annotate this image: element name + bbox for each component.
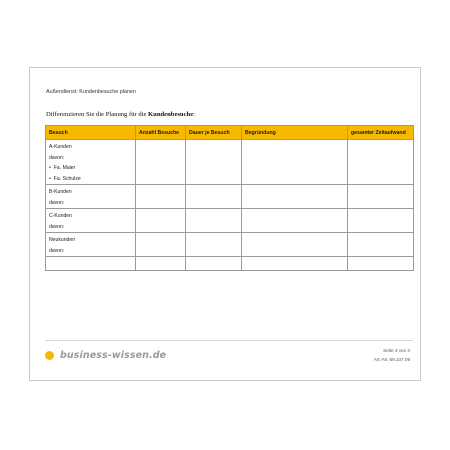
table-cell (136, 233, 186, 257)
intro-bold: Kundenbesuche (148, 111, 194, 118)
table-cell (136, 185, 186, 209)
table-row (46, 257, 414, 271)
table-cell (242, 140, 348, 185)
footer-divider (45, 340, 413, 341)
row-label-cell (46, 209, 136, 233)
table-cell (186, 233, 242, 257)
logo-text: business-wissen.de (60, 350, 167, 361)
page-number: Seite 3 von 3 (383, 348, 410, 353)
article-number: Art.-Nr. 69.107.09 (373, 357, 410, 362)
document-page (29, 67, 421, 381)
document-header: Außendienst: Kundenbesuche planen (46, 89, 136, 95)
table-row (46, 233, 414, 257)
row-label: C-Kunden (49, 213, 72, 219)
row-label-cell (46, 140, 136, 185)
row-label: A-Kunden (49, 144, 72, 150)
table-cell (242, 233, 348, 257)
column-header-anzahl-besuche: Anzahl Besuche (136, 126, 186, 140)
page-info (374, 346, 410, 364)
column-header-begruendung: Begründung (242, 126, 348, 140)
column-header-zeitaufwand: gesamter Zeitaufwand (348, 126, 414, 140)
table-header-row (46, 126, 414, 140)
logo-dot-icon (45, 351, 54, 360)
table-cell (242, 257, 348, 271)
row-sub-label: davon: (49, 154, 65, 161)
table-cell (186, 140, 242, 185)
table-cell (136, 209, 186, 233)
row-label-cell (46, 257, 136, 271)
row-label-cell (46, 233, 136, 257)
column-header-dauer-je-besuch: Dauer je Besuch (186, 126, 242, 140)
row-sub-label: davon: (49, 247, 65, 254)
table-cell (348, 209, 414, 233)
table-cell (348, 185, 414, 209)
intro-prefix: Differenzieren Sie die Planung für die (46, 111, 149, 118)
table-cell (348, 233, 414, 257)
table-row (46, 209, 414, 233)
intro-suffix: : (193, 111, 195, 118)
row-sub-label: davon: (49, 199, 65, 206)
brand-logo (45, 350, 166, 361)
table-row (46, 140, 414, 185)
table-cell (186, 185, 242, 209)
table-cell (242, 209, 348, 233)
intro-text (46, 111, 195, 118)
row-bullet: • Fa. Schulze (49, 174, 132, 185)
row-label: B-Kunden (49, 189, 72, 195)
table-cell (136, 140, 186, 185)
row-label-cell (46, 185, 136, 209)
table-cell (348, 257, 414, 271)
table-cell (186, 209, 242, 233)
table-cell (186, 257, 242, 271)
table-cell (136, 257, 186, 271)
table-cell (348, 140, 414, 185)
table-row (46, 185, 414, 209)
row-bullet: • Fa. Maier (49, 163, 132, 174)
row-sub-label: davon: (49, 223, 65, 230)
planning-table (45, 125, 414, 271)
row-label: Neukunden (49, 237, 76, 243)
column-header-besuch: Besuch (46, 126, 136, 140)
table-cell (242, 185, 348, 209)
